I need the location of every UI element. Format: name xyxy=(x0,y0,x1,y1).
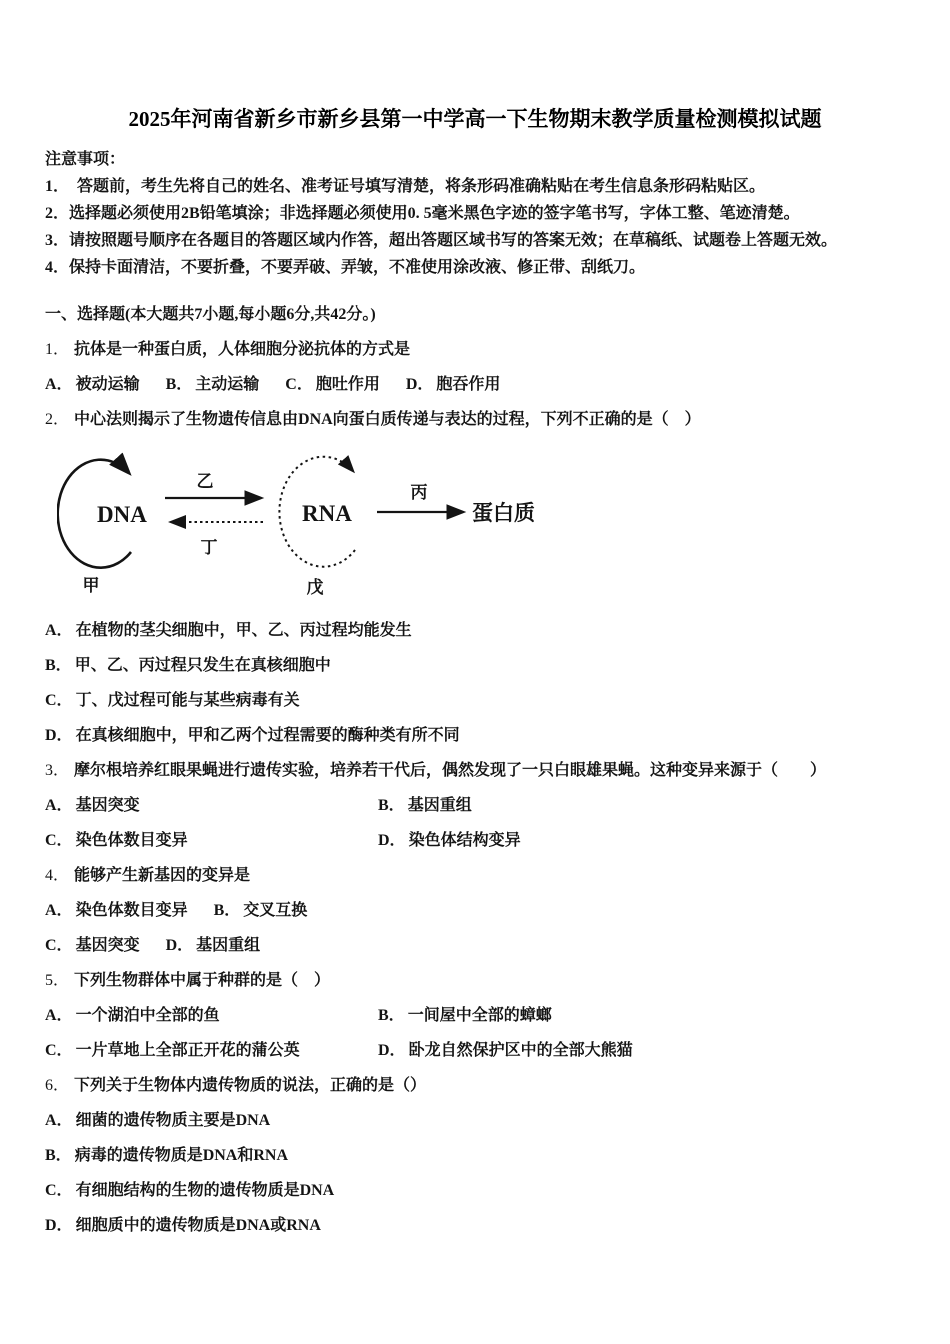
option-c xyxy=(45,1042,300,1059)
notice-section xyxy=(45,147,905,281)
option-text: 基因重组 xyxy=(407,797,472,814)
option-letter: A． xyxy=(45,622,73,639)
option-b xyxy=(45,1147,288,1164)
central-dogma-diagram xyxy=(57,440,905,607)
option-text: 交叉互换 xyxy=(243,902,308,919)
option-row xyxy=(45,724,905,748)
notice-item: 3．请按照题号顺序在各题目的答题区域内作答，超出答题区域书写的答案无效；在草稿纸、试题卷上答题无效。 xyxy=(45,232,838,249)
option-letter: B． xyxy=(45,1147,72,1164)
question-stem xyxy=(45,969,905,993)
notice-item: 1． 答题前，考生先将自己的姓名、准考证号填写清楚，将条形码准确粘贴在考生信息条形码粘贴区。 xyxy=(45,178,766,195)
option-text: 染色体结构变异 xyxy=(408,832,521,849)
question-text: 能够产生新基因的变异是 xyxy=(74,867,251,884)
option-letter: D． xyxy=(45,727,73,744)
option-a xyxy=(45,376,140,393)
question-number: 5． xyxy=(45,972,70,989)
option-b xyxy=(378,794,472,818)
option-row xyxy=(45,794,905,818)
option-text: 甲、乙、丙过程只发生在真核细胞中 xyxy=(74,657,331,674)
option-text: 主动运输 xyxy=(195,376,260,393)
loop-wu-label: 戊 xyxy=(306,578,324,597)
option-letter: B． xyxy=(45,657,72,674)
central-dogma-svg xyxy=(57,440,577,602)
option-b xyxy=(214,902,308,919)
question-stem xyxy=(45,864,905,888)
protein-label: 蛋白质 xyxy=(472,501,535,525)
question-number: 2． xyxy=(45,411,70,428)
option-text: 一个湖泊中全部的鱼 xyxy=(75,1007,220,1024)
question-stem xyxy=(45,759,905,783)
question-stem xyxy=(45,338,905,362)
option-text: 染色体数目变异 xyxy=(75,832,188,849)
option-a xyxy=(45,1007,220,1024)
notice-heading: 注意事项： xyxy=(45,151,126,168)
option-row xyxy=(45,689,905,713)
option-c xyxy=(45,832,188,849)
option-letter: D． xyxy=(378,832,406,849)
notice-item: 4．保持卡面清洁，不要折叠，不要弄破、弄皱，不准使用涂改液、修正带、刮纸刀。 xyxy=(45,259,646,276)
option-b xyxy=(45,657,331,674)
option-row xyxy=(45,1214,905,1238)
option-letter: B． xyxy=(378,1007,405,1024)
option-row xyxy=(45,1179,905,1203)
option-letter: C． xyxy=(45,1042,73,1059)
option-letter: B． xyxy=(378,797,405,814)
option-d xyxy=(378,1039,633,1063)
option-letter: B． xyxy=(165,376,193,393)
option-text: 一间屋中全部的蟑螂 xyxy=(407,1007,552,1024)
question-q2 xyxy=(45,408,905,748)
question-stem xyxy=(45,408,905,432)
question-stem xyxy=(45,1074,905,1098)
option-d xyxy=(45,727,460,744)
option-row xyxy=(45,899,905,923)
option-letter: C． xyxy=(45,1182,73,1199)
option-letter: C． xyxy=(285,376,313,393)
question-text: 下列生物群体中属于种群的是（ ） xyxy=(74,972,331,989)
option-a xyxy=(45,1112,270,1129)
process-bing-label: 丙 xyxy=(410,483,428,502)
process-yi-label: 乙 xyxy=(196,472,214,491)
question-q5 xyxy=(45,969,905,1063)
question-q1 xyxy=(45,338,905,397)
option-text: 病毒的遗传物质是DNA和RNA xyxy=(74,1147,289,1164)
option-c xyxy=(45,692,300,709)
option-text: 在植物的茎尖细胞中，甲、乙、丙过程均能发生 xyxy=(75,622,412,639)
option-row xyxy=(45,1109,905,1133)
section-heading: 一、选择题(本大题共7小题,每小题6分,共42分。) xyxy=(45,306,376,323)
option-b xyxy=(378,1004,552,1028)
option-text: 在真核细胞中，甲和乙两个过程需要的酶种类有所不同 xyxy=(75,727,460,744)
option-letter: D． xyxy=(378,1042,406,1059)
option-row xyxy=(45,934,905,958)
option-letter: D． xyxy=(45,1217,73,1234)
questions-container xyxy=(45,338,905,1238)
option-text: 胞吐作用 xyxy=(315,376,380,393)
option-c xyxy=(285,376,380,393)
option-text: 基因突变 xyxy=(75,937,140,954)
notice-item: 2．选择题必须使用2B铅笔填涂；非选择题必须使用0. 5毫米黑色字迹的签字笔书写，字体工整、笔迹清楚。 xyxy=(45,205,800,222)
question-text: 下列关于生物体内遗传物质的说法，正确的是（） xyxy=(74,1077,427,1094)
option-d xyxy=(45,1217,321,1234)
question-number: 1． xyxy=(45,341,70,358)
option-row xyxy=(45,1039,905,1063)
question-number: 6． xyxy=(45,1077,70,1094)
question-q3 xyxy=(45,759,905,853)
option-text: 被动运输 xyxy=(75,376,140,393)
option-a xyxy=(45,797,140,814)
question-text: 抗体是一种蛋白质，人体细胞分泌抗体的方式是 xyxy=(74,341,411,358)
process-ding-label: 丁 xyxy=(200,538,218,557)
dna-label: DNA xyxy=(97,502,147,527)
option-text: 卧龙自然保护区中的全部大熊猫 xyxy=(408,1042,633,1059)
page-title: 2025年河南省新乡市新乡县第一中学高一下生物期末教学质量检测模拟试题 xyxy=(128,107,822,131)
rna-label: RNA xyxy=(302,501,352,526)
option-c xyxy=(45,937,140,954)
option-letter: C． xyxy=(45,832,73,849)
option-row xyxy=(45,654,905,678)
option-letter: C． xyxy=(45,692,73,709)
option-letter: A． xyxy=(45,1112,73,1129)
option-d xyxy=(166,937,261,954)
option-text: 丁、戊过程可能与某些病毒有关 xyxy=(75,692,300,709)
option-letter: C． xyxy=(45,937,73,954)
option-letter: A． xyxy=(45,376,73,393)
option-text: 基因重组 xyxy=(196,937,261,954)
option-row xyxy=(45,1004,905,1028)
option-letter: A． xyxy=(45,797,73,814)
option-row xyxy=(45,1144,905,1168)
option-a xyxy=(45,622,412,639)
option-d xyxy=(378,829,521,853)
option-text: 胞吞作用 xyxy=(436,376,501,393)
option-text: 细胞质中的遗传物质是DNA或RNA xyxy=(75,1217,321,1234)
option-row xyxy=(45,619,905,643)
option-text: 染色体数目变异 xyxy=(75,902,188,919)
question-number: 4． xyxy=(45,867,70,884)
question-q6 xyxy=(45,1074,905,1238)
question-number: 3． xyxy=(45,762,70,779)
notice-items xyxy=(45,173,905,281)
question-text: 摩尔根培养红眼果蝇进行遗传实验，培养若干代后，偶然发现了一只白眼雄果蝇。这种变异来源于（ ） xyxy=(74,762,827,779)
option-text: 细菌的遗传物质主要是DNA xyxy=(75,1112,271,1129)
option-letter: D． xyxy=(405,376,434,393)
option-d xyxy=(406,376,501,393)
loop-jia-label: 甲 xyxy=(82,576,100,595)
option-text: 基因突变 xyxy=(75,797,140,814)
option-letter: D． xyxy=(165,937,194,954)
option-text: 有细胞结构的生物的遗传物质是DNA xyxy=(75,1182,335,1199)
option-a xyxy=(45,902,188,919)
question-q4 xyxy=(45,864,905,958)
option-letter: A． xyxy=(45,1007,73,1024)
option-text: 一片草地上全部正开花的蒲公英 xyxy=(75,1042,300,1059)
option-letter: B． xyxy=(213,902,241,919)
option-b xyxy=(166,376,260,393)
option-row xyxy=(45,829,905,853)
option-letter: A． xyxy=(45,902,73,919)
option-row xyxy=(45,373,905,397)
option-c xyxy=(45,1182,334,1199)
question-text: 中心法则揭示了生物遗传信息由DNA向蛋白质传递与表达的过程，下列不正确的是（ ） xyxy=(74,411,701,428)
